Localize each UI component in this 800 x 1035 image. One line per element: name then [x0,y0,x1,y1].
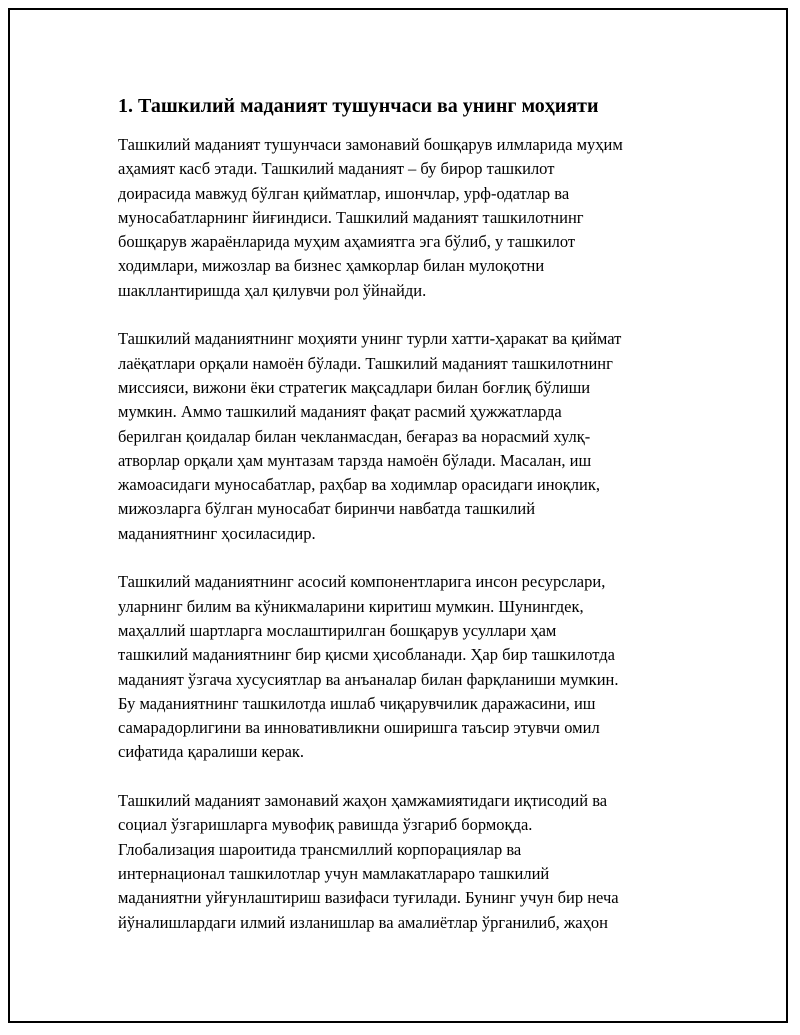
text-line: доирасида мавжуд бўлган қийматлар, ишончлар, урф-одатлар ва [118,183,570,203]
paragraph [118,327,686,546]
text-line: лаёқатлари орқали намоён бўлади. Ташкилий маданият ташкилотнинг [118,353,613,373]
text-line: сифатида қаралиши керак. [118,742,305,762]
text-line: Ташкилий маданият замонавий жаҳон ҳамжамиятидаги иқтисодий ва [118,791,608,811]
text-line: муносабатларнинг йиғиндиси. Ташкилий маданият ташкилотнинг [118,207,584,227]
text-line: маданият ўзгача хусусиятлар ва анъаналар билан фарқланиши мумкин. [118,669,619,689]
text-line: атворлар орқали ҳам мунтазам тарзда намоён бўлади. Масалан, иш [118,450,592,470]
text-line: Ташкилий маданият тушунчаси замонавий бошқарув илмларида муҳим [118,135,623,154]
text-line: мижозларга бўлган муносабат биринчи навбатда ташкилий [118,499,536,519]
text-line: йўналишлардаги илмий изланишлар ва амалиётлар ўрганилиб, жаҳон [118,912,608,932]
text-line: ходимлари, мижозлар ва бизнес ҳамкорлар билан мулоқотни [118,256,545,276]
document-body [118,92,686,959]
text-line: интернационал ташкилотлар учун мамлакатлараро ташкилий [118,863,550,883]
paragraph [118,570,686,764]
text-line: маданиятни уйғунлаштириш вазифаси туғилади. Бунинг учун бир неча [118,888,619,908]
section-heading: 1. Ташкилий маданият тушунчаси ва унинг моҳияти [118,95,599,117]
text-line: жамоасидаги муносабатлар, раҳбар ва ходимлар орасидаги иноқлик, [118,475,600,495]
text-line: маданиятнинг ҳосиласидир. [118,523,316,543]
paragraph-list [118,133,686,935]
text-line: самарадорлигини ва инновативликни оширишга таъсир этувчи омил [118,718,600,738]
text-line: Ташкилий маданиятнинг асосий компонентларига инсон ресурслари, [118,572,606,592]
paragraph [118,789,686,935]
text-line: Ташкилий маданиятнинг моҳияти унинг турли хатти-ҳаракат ва қиймат [118,329,622,349]
text-line: Бу маданиятнинг ташкилотда ишлаб чиқарувчилик даражасини, иш [118,693,596,713]
text-line: аҳамият касб этади. Ташкилий маданият – бу бирор ташкилот [118,159,555,179]
text-line: Глобализация шароитида трансмиллий корпорациялар ва [118,839,522,859]
text-line: ташкилий маданиятнинг бир қисми ҳисобланади. Ҳар бир ташкилотда [118,645,615,665]
text-line: мумкин. Аммо ташкилий маданият фақат расмий ҳужжатларда [118,402,562,422]
text-line: бошқарув жараёнларида муҳим аҳамиятга эга бўлиб, у ташкилот [118,232,576,252]
text-line: миссияси, вижони ёки стратегик мақсадлари билан боғлиқ бўлиши [118,377,591,397]
text-line: маҳаллий шартларга мослаштирилган бошқарув усуллари ҳам [118,620,557,640]
text-line: уларнинг билим ва кўникмаларини киритиш мумкин. Шунингдек, [118,596,584,616]
text-line: шакллантиришда ҳал қилувчи рол ўйнайди. [118,280,427,300]
paragraph [118,133,686,303]
text-line: берилган қоидалар билан чекланмасдан, беғараз ва норасмий хулқ- [118,426,591,446]
text-line: социал ўзгаришларга мувофиқ равишда ўзгариб бормоқда. [118,815,533,835]
